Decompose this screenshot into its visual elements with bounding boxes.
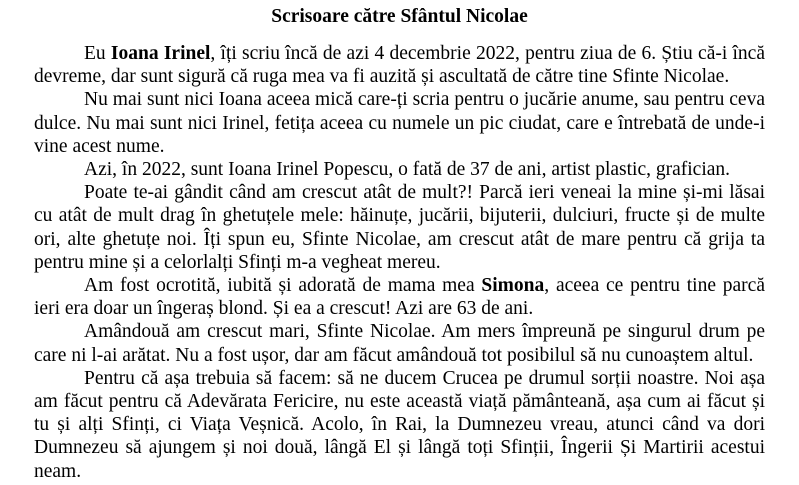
paragraph-5-lead: Am fost ocrotită, iubită și adorată de mama mea	[84, 275, 482, 297]
paragraph-1-lead: Eu	[84, 43, 111, 64]
author-name: Ioana Irinel	[110, 43, 211, 64]
document-title: Scrisoare către Sfântul Nicolae	[271, 6, 528, 27]
paragraph-5	[34, 274, 765, 320]
paragraph-6: Amândouă am crescut mari, Sfinte Nicolae. Am mers împreună pe singurul drum pe care ni l-ai arătat. Nu a fost ușor, dar am făcut amândouă tot posibilul să nu cunoaștem altul.	[34, 321, 765, 366]
paragraph-1	[34, 42, 765, 88]
mother-name: Simona	[481, 275, 545, 297]
paragraph-3: Azi, în 2022, sunt Ioana Irinel Popescu, o fată de 37 de ani, artist plastic, grafician.	[84, 159, 731, 181]
paragraph-1-rest: , îți scriu încă de azi 4 decembrie 2022, pentru ziua de 6. Știu că-i încă devreme, dar sunt sigură că ruga mea va fi auzită și ascultată de către tine Sfinte Nicolae.	[34, 43, 765, 88]
paragraph-2: Nu mai sunt nici Ioana aceea mică care-ți scria pentru o jucărie anume, sau pentru ceva dulce. Nu mai sunt nici Irinel, fetița aceea cu numele un pic ciudat, care e întrebată de unde-i vine acest nume.	[34, 89, 765, 157]
paragraph-5-rest: , aceea ce pentru tine parcă ieri era doar un îngeraș blond. Și ea a crescut! Azi are 63 de ani.	[34, 275, 765, 320]
paragraph-4: Poate te-ai gândit când am crescut atât de mult?! Parcă ieri veneai la mine și-mi lăsai cu atât de mult drag în ghetuțele mele: hăinuțe, jucării, bijuterii, dulciuri, fructe și de multe ori, alte ghetuțe noi. Îți spun eu, Sfinte Nicolae, am crescut atât de mare pentru că grija ta pentru mine și a celorlalți Sfinți m-a vegheat mereu.	[34, 182, 765, 273]
paragraph-7: Pentru că așa trebuia să facem: să ne ducem Crucea pe drumul sorții noastre. Noi așa am făcut pentru că Adevărata Fericire, nu este această viață pământeană, așa cum ai făcut și tu și alți Sfinți, ci Viața Veșnică. Acolo, în Rai, la Dumnezeu vreau, atunci când va dori Dumnezeu să ajungem și noi două, lângă El și lângă toți Sfinții, Îngerii Și Martirii acestui neam.	[34, 367, 765, 482]
